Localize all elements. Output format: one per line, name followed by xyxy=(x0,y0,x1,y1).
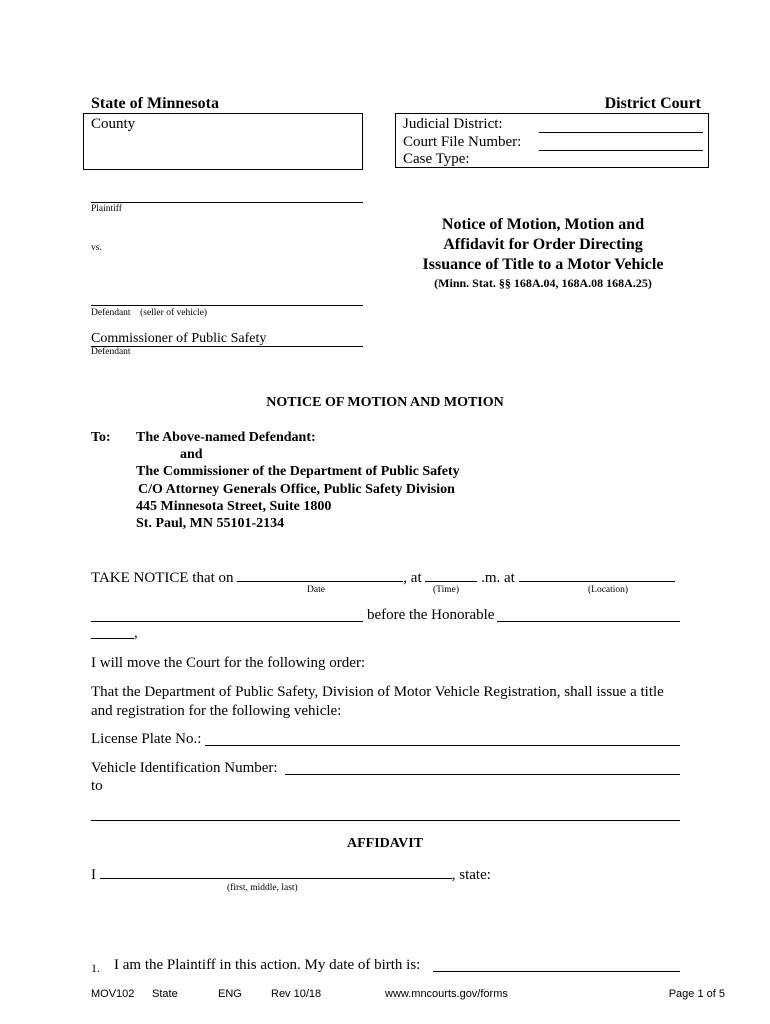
vin-label: Vehicle Identification Number: xyxy=(91,760,278,776)
location-field[interactable] xyxy=(519,567,675,582)
license-plate-label: License Plate No.: xyxy=(91,731,202,747)
move-court-text: I will move the Court for the following order: xyxy=(91,655,366,671)
honorable-field-continued[interactable] xyxy=(91,638,134,639)
county-box[interactable] xyxy=(83,113,363,170)
affiant-line xyxy=(91,864,491,884)
county-label: County xyxy=(91,116,136,132)
title-line-1: Notice of Motion, Motion and xyxy=(441,216,645,233)
footer-state: State xyxy=(152,988,178,1000)
address-line-1: The Above-named Defendant: xyxy=(136,430,316,445)
honorable-comma: , xyxy=(134,625,138,641)
item-1-number: 1. xyxy=(91,961,100,975)
title-line-2: Affidavit for Order Directing xyxy=(443,236,643,253)
address-line-6: St. Paul, MN 55101-2134 xyxy=(136,516,285,531)
to-label: To: xyxy=(91,430,111,445)
plaintiff-field[interactable] xyxy=(91,202,363,203)
commissioner-name: Commissioner of Public Safety xyxy=(91,331,267,346)
notice-heading: NOTICE OF MOTION AND MOTION xyxy=(266,395,504,410)
title-line-3: Issuance of Title to a Motor Vehicle xyxy=(422,256,664,273)
judge-name-field[interactable] xyxy=(91,621,363,622)
footer-language: ENG xyxy=(218,988,242,1000)
plaintiff-caption: Plaintiff xyxy=(91,204,122,214)
date-caption: Date xyxy=(307,585,325,595)
m-at-text: .m. at xyxy=(481,570,515,586)
case-info-box xyxy=(395,113,709,168)
i-text: I xyxy=(91,867,96,883)
footer-url[interactable]: www.mncourts.gov/forms xyxy=(385,988,508,1000)
address-line-4: C/O Attorney Generals Office, Public Safety Division xyxy=(138,482,455,497)
vs-text: vs. xyxy=(91,243,102,253)
to-field[interactable] xyxy=(91,820,680,821)
at-text: , at xyxy=(403,570,422,586)
time-caption: (Time) xyxy=(433,585,460,595)
name-caption: (first, middle, last) xyxy=(227,883,298,893)
order-text-2: and registration for the following vehicle: xyxy=(91,703,342,719)
order-text-1: That the Department of Public Safety, Division of Motor Vehicle Registration, shall issue a title xyxy=(91,684,664,700)
location-caption: (Location) xyxy=(588,585,629,595)
defendant2-caption: Defendant xyxy=(91,347,131,357)
date-field[interactable] xyxy=(237,567,403,582)
address-line-5: 445 Minnesota Street, Suite 1800 xyxy=(136,499,332,514)
to-text: to xyxy=(91,778,103,794)
state-text: , state: xyxy=(451,867,491,883)
honorable-field[interactable] xyxy=(497,621,680,622)
license-plate-field[interactable] xyxy=(205,745,680,746)
item-1-text: I am the Plaintiff in this action. My date of birth is: xyxy=(114,957,421,973)
footer-page-number: Page 1 of 5 xyxy=(668,988,725,1000)
court-file-number-field[interactable] xyxy=(539,150,703,151)
court-title: District Court xyxy=(604,95,701,112)
court-file-number-label: Court File Number: xyxy=(403,134,522,150)
take-notice-line xyxy=(91,567,675,587)
footer-form-number: MOV102 xyxy=(91,988,135,1000)
vin-field[interactable] xyxy=(285,774,680,775)
affiant-name-field[interactable] xyxy=(100,864,452,879)
commissioner-line xyxy=(91,346,363,347)
time-field[interactable] xyxy=(425,567,477,582)
affidavit-heading: AFFIDAVIT xyxy=(347,836,423,851)
judicial-district-field[interactable] xyxy=(539,132,703,133)
defendant-caption xyxy=(91,308,207,318)
before-honorable-text: before the Honorable xyxy=(367,607,495,623)
defendant-label: Defendant xyxy=(91,308,131,318)
date-of-birth-field[interactable] xyxy=(433,971,680,972)
address-line-3: The Commissioner of the Department of Public Safety xyxy=(136,464,460,479)
address-line-2: and xyxy=(180,447,203,462)
statute-reference: (Minn. Stat. §§ 168A.04, 168A.08 168A.25) xyxy=(434,276,652,290)
seller-caption: (seller of vehicle) xyxy=(140,308,208,318)
state-title: State of Minnesota xyxy=(91,95,219,112)
defendant-field[interactable] xyxy=(91,305,363,306)
case-type-label: Case Type: xyxy=(403,151,470,167)
take-notice-text: TAKE NOTICE that on xyxy=(91,570,234,586)
judicial-district-label: Judicial District: xyxy=(403,116,503,132)
footer-revision: Rev 10/18 xyxy=(271,988,322,1000)
